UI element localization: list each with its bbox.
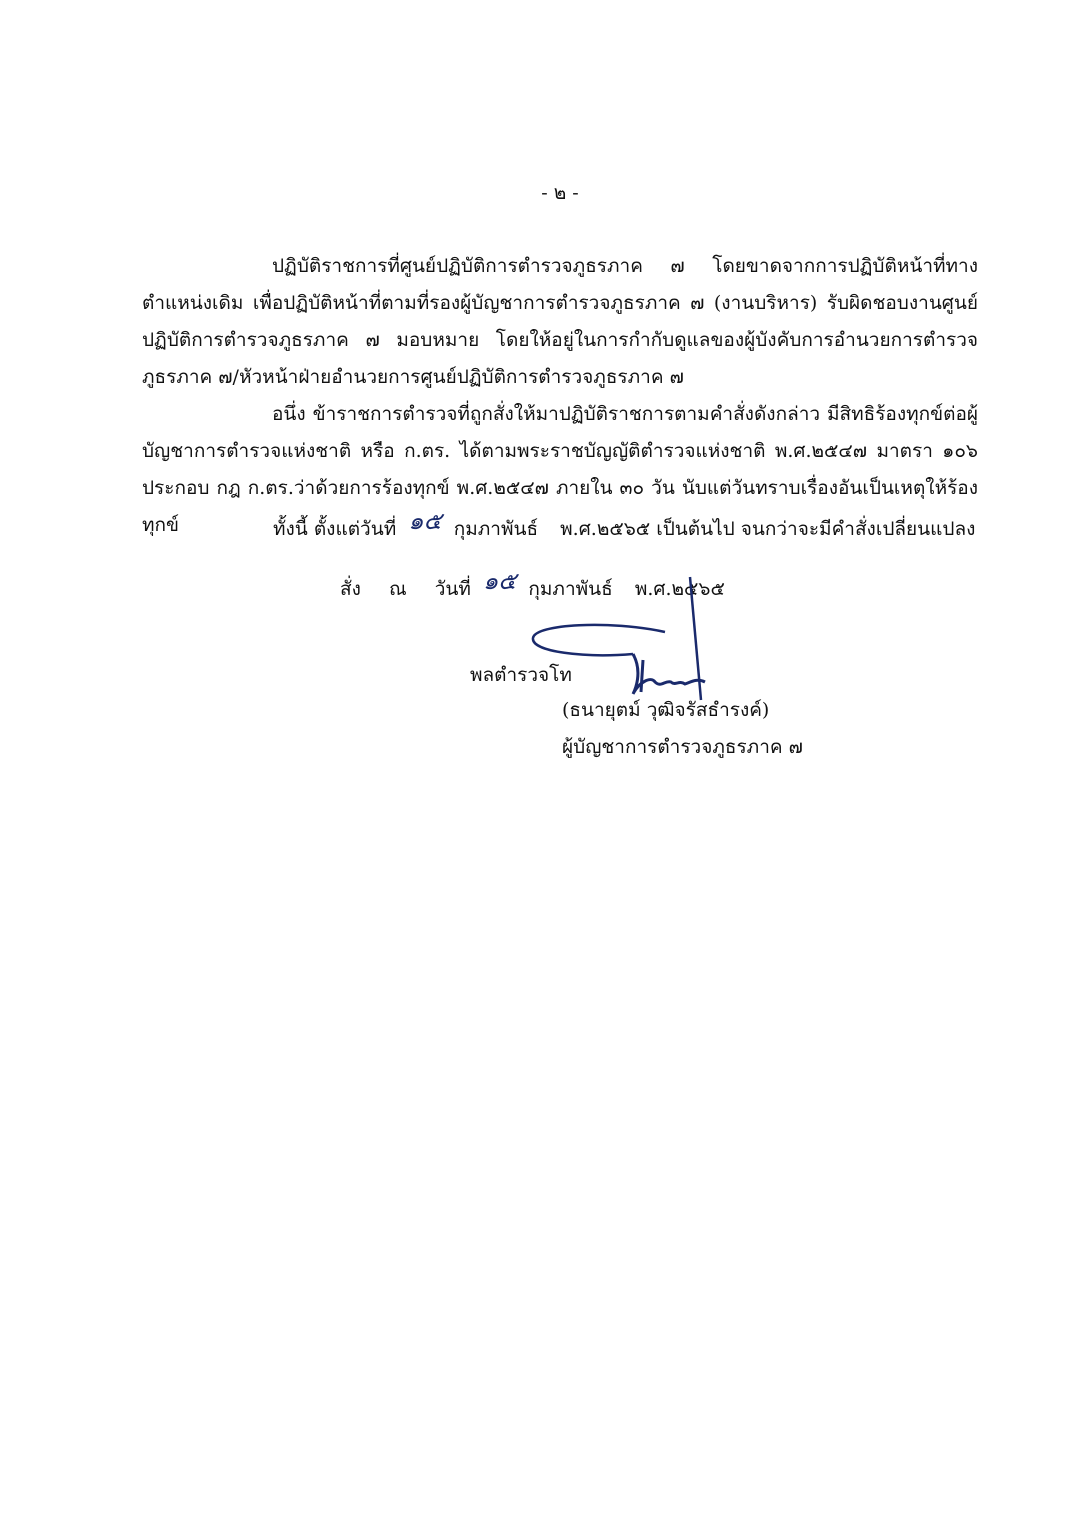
order-day-handwritten: ๑๕ bbox=[482, 567, 517, 595]
signer-rank: พลตำรวจโท bbox=[470, 664, 572, 686]
order-year: พ.ศ.๒๕๖๕ bbox=[634, 578, 725, 600]
effective-prefix: ทั้งนี้ ตั้งแต่วันที่ bbox=[273, 518, 397, 540]
signer-name: (ธนายุตม์ วุฒิจรัสธำรงค์) bbox=[562, 699, 770, 721]
body-text bbox=[142, 248, 978, 544]
effective-day-handwritten: ๑๕ bbox=[408, 507, 442, 535]
paragraph-complaint-rights: อนึ่ง ข้าราชการตำรวจที่ถูกสั่งให้มาปฏิบัติราชการตามคำสั่งดังกล่าว มีสิทธิร้องทุกข์ต่อผู้บัญชาการตำรวจแห่งชาติ หรือ ก.ตร. ได้ตามพระราชบัญญัติตำรวจแห่งชาติ พ.ศ.๒๕๔๗ มาตรา ๑๐๖ ประกอบ กฎ ก.ตร.ว่าด้วยการร้องทุกข์ พ.ศ.๒๕๔๗ ภายใน ๓๐ วัน นับแต่วันทราบเรื่องอันเป็นเหตุให้ร้องทุกข์ bbox=[142, 403, 978, 536]
order-wanthi: วันที่ bbox=[434, 578, 471, 600]
order-na: ณ bbox=[388, 578, 407, 600]
order-sang: สั่ง bbox=[340, 578, 361, 600]
signer-title: ผู้บัญชาการตำรวจภูธรภาค ๗ bbox=[562, 736, 803, 758]
page-number: - ๒ - bbox=[541, 182, 579, 204]
effective-month: กุมภาพันธ์ bbox=[453, 518, 539, 540]
effective-date-line bbox=[273, 507, 975, 546]
order-month: กุมภาพันธ์ bbox=[528, 578, 613, 600]
effective-year: พ.ศ.๒๕๖๕ bbox=[560, 518, 651, 540]
paragraph-assignment: ปฏิบัติราชการที่ศูนย์ปฏิบัติการตำรวจภูธรภาค ๗ โดยขาดจากการปฏิบัติหน้าที่ทางตำแหน่งเดิม เพื่อปฏิบัติหน้าที่ตามที่รองผู้บัญชาการตำรวจภูธรภาค ๗ (งานบริหาร) รับผิดชอบงานศูนย์ปฏิบัติการตำรวจภูธรภาค ๗ มอบหมาย โดยให้อยู่ในการกำกับดูแลของผู้บังคับการอำนวยการตำรวจภูธรภาค ๗/หัวหน้าฝ่ายอำนวยการศูนย์ปฏิบัติการตำรวจภูธรภาค ๗ bbox=[142, 255, 978, 388]
effective-suffix: เป็นต้นไป จนกว่าจะมีคำสั่งเปลี่ยนแปลง bbox=[656, 518, 976, 540]
